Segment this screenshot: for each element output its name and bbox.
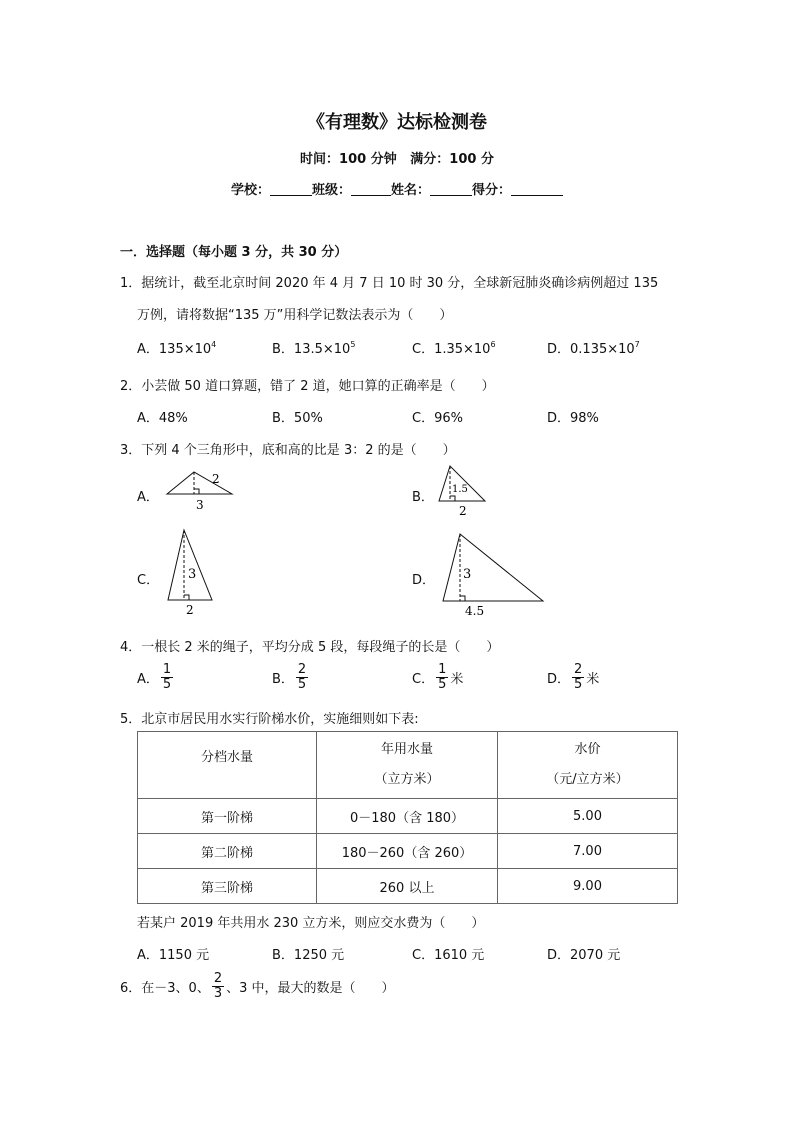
triangle-c <box>168 530 212 600</box>
triangle-b-height: 1.5 <box>452 484 468 495</box>
score-field-label: 得分： <box>472 183 512 198</box>
school-label: 学校： <box>230 183 270 198</box>
q4-option-c[interactable]: C． $\frac{1}{5}$ 米 <box>412 662 464 692</box>
q6-text: 6．在－3、0、 $\frac{2}{3}$ 、3 中，最大的数是（ ） <box>120 971 395 1001</box>
table-row: 第二阶梯 180－260（含 260） 7.00 <box>138 834 678 869</box>
score-label: 满分： <box>410 152 450 167</box>
header-tier: 分档水量 <box>138 732 317 799</box>
q1-option-d[interactable]: D．$0.135\times 10^7$ <box>547 340 640 357</box>
time-value: 100 分钟 <box>339 152 397 167</box>
q3-option-b-label[interactable]: B． <box>412 490 434 505</box>
q5-followup-text: 若某户 2019 年共用水 230 立方米，则应交水费为（ ） <box>137 916 485 931</box>
q2-option-a[interactable]: A．48% <box>137 411 188 426</box>
q5-option-d[interactable]: D．2070 元 <box>547 948 621 963</box>
q4-option-d[interactable]: D． $\frac{2}{5}$ 米 <box>547 662 600 692</box>
q1-option-b[interactable]: B．$13.5\times 10^5$ <box>272 340 356 357</box>
q1-text-line1: 1．据统计，截至北京时间 2020 年 4 月 7 日 10 时 30 分，全球新冠肺炎确诊病例超过 135 <box>120 276 659 291</box>
triangle-d-height: 3 <box>463 567 472 582</box>
q2-text: 2．小芸做 50 道口算题，错了 2 道，她口算的正确率是（ ） <box>120 379 495 394</box>
class-label: 班级： <box>311 183 351 198</box>
q2-option-d[interactable]: D．98% <box>547 411 599 426</box>
name-label: 姓名： <box>391 183 431 198</box>
triangle-d-base: 4.5 <box>465 604 485 618</box>
triangle-a <box>167 472 232 494</box>
q3-option-a-label[interactable]: A． <box>137 490 159 505</box>
time-label: 时间： <box>300 152 340 167</box>
q1-option-a[interactable]: A．$135\times 10^4$ <box>137 340 217 357</box>
q1-option-c[interactable]: C．$1.35\times 10^6$ <box>412 340 496 357</box>
q3-option-d-label[interactable]: D． <box>412 573 436 588</box>
header-price: 水价 （元/立方米） <box>498 732 678 799</box>
table-row: 第一阶梯 0－180（含 180） 5.00 <box>138 799 678 834</box>
score-value: 100 分 <box>449 152 494 167</box>
triangle-c-height: 3 <box>188 567 197 582</box>
q5-option-c[interactable]: C．1610 元 <box>412 948 485 963</box>
triangle-d <box>443 534 543 601</box>
water-price-table <box>137 731 678 904</box>
triangle-a-height: 2 <box>212 472 220 486</box>
q2-option-c[interactable]: C．96% <box>412 411 463 426</box>
triangle-b-base: 2 <box>459 504 467 518</box>
q3-text: 3．下列 4 个三角形中，底和高的比是 3：2 的是（ ） <box>120 443 456 458</box>
section-heading: 一．选择题（每小题 3 分，共 30 分） <box>120 245 348 260</box>
table-header-row <box>138 732 678 799</box>
q2-option-b[interactable]: B．50% <box>272 411 323 426</box>
q5-text: 5．北京市居民用水实行阶梯水价，实施细则如下表: <box>120 712 419 727</box>
q4-text: 4．一根长 2 米的绳子，平均分成 5 段，每段绳子的长是（ ） <box>120 640 500 655</box>
q5-option-b[interactable]: B．1250 元 <box>272 948 345 963</box>
triangle-a-base: 3 <box>196 498 204 512</box>
q1-text-line2: 万例，请将数据“135 万”用科学记数法表示为（ ） <box>137 308 453 323</box>
q4-option-a[interactable]: A． $\frac{1}{5}$ <box>137 662 172 692</box>
q4-option-b[interactable]: B． $\frac{2}{5}$ <box>272 662 307 692</box>
header-volume: 年用水量 （立方米） <box>317 732 498 799</box>
q5-option-a[interactable]: A．1150 元 <box>137 948 210 963</box>
q3-option-c-label[interactable]: C． <box>137 573 160 588</box>
page-title: 《有理数》达标检测卷 <box>307 112 487 133</box>
triangle-c-base: 2 <box>186 603 194 617</box>
table-row: 第三阶梯 260 以上 9.00 <box>138 869 678 904</box>
